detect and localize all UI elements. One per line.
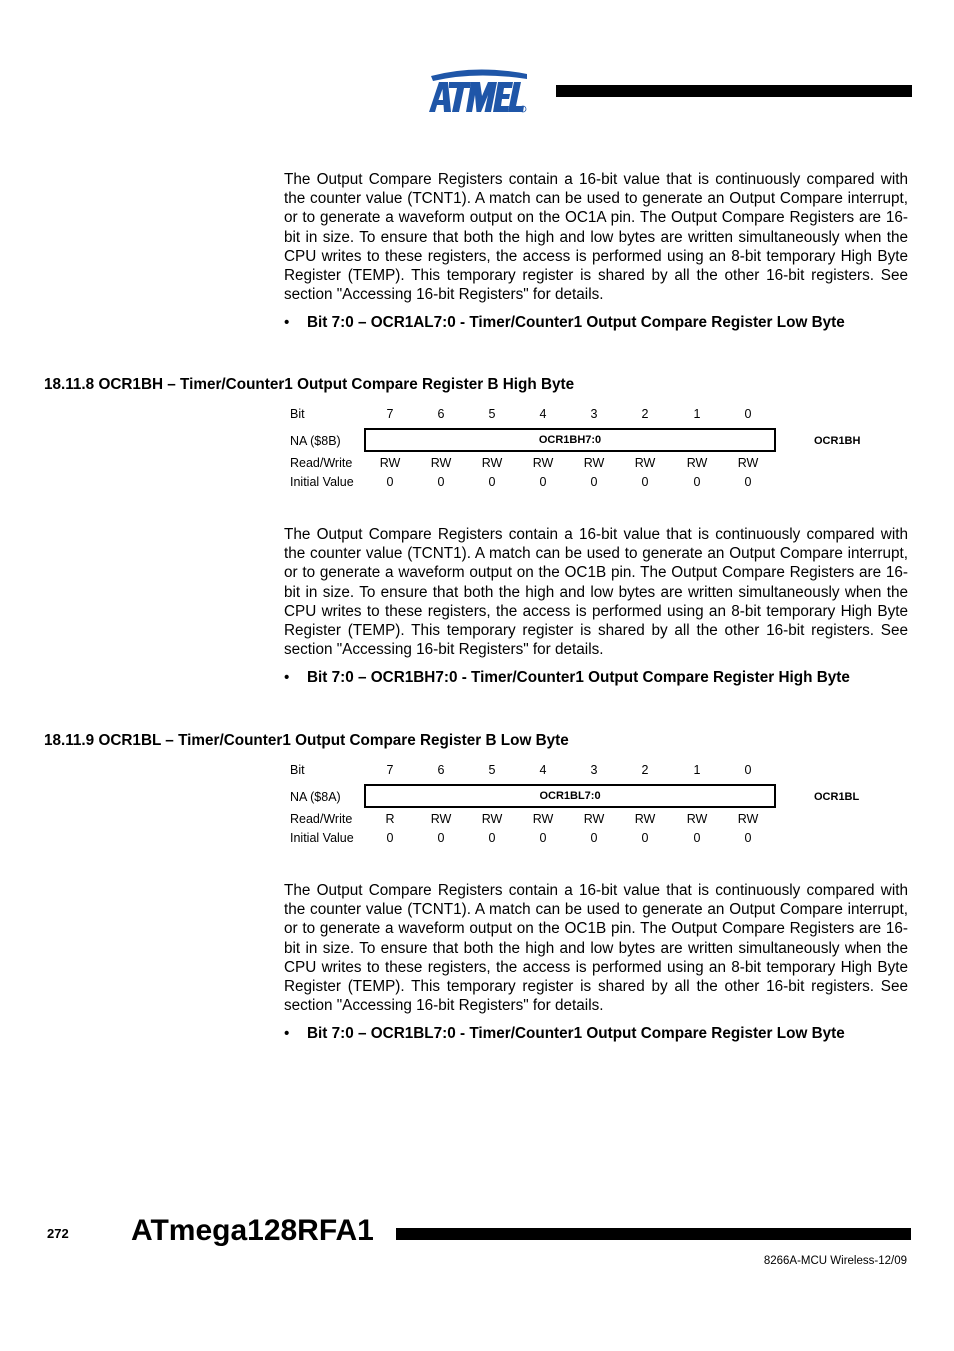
access-type: RW <box>634 812 656 826</box>
bit-row-label: Bit <box>290 407 305 421</box>
bit-description <box>284 669 850 687</box>
initial-value: 0 <box>539 831 547 845</box>
read-write-label: Read/Write <box>290 456 353 470</box>
bit-number: 5 <box>488 763 496 777</box>
section-heading: 18.11.9 OCR1BL – Timer/Counter1 Output Compare Register B Low Byte <box>44 732 569 749</box>
initial-value: 0 <box>437 831 445 845</box>
bullet-icon: • <box>284 314 290 331</box>
header-rule <box>556 85 912 97</box>
bit-description <box>284 1025 845 1043</box>
body-paragraph: The Output Compare Registers contain a 16-bit value that is continuously compared with the counter value (TCNT1). A match can be used to generate an Output Compare interrupt, or to generate a waveform output on the OC1B pin. The Output Compare Registers are 16-bit in size. To ensure that both the high and low bytes are written simultaneously when the CPU writes to these registers, the access is performed using an 8-bit temporary High Byte Register (TEMP). This temporary register is shared by all the other 16-bit registers. See section "Accessing 16-bit Registers" for details. <box>284 526 908 659</box>
bit-number: 7 <box>386 763 394 777</box>
register-address: NA ($8A) <box>290 790 341 804</box>
access-type: RW <box>379 456 401 470</box>
initial-value-label: Initial Value <box>290 475 354 489</box>
bit-number: 0 <box>744 763 752 777</box>
initial-value: 0 <box>744 831 752 845</box>
document-title: ATmega128RFA1 <box>131 1214 374 1247</box>
initial-value: 0 <box>488 475 496 489</box>
bit-number: 4 <box>539 407 547 421</box>
initial-value-label: Initial Value <box>290 831 354 845</box>
access-type: R <box>385 812 395 826</box>
access-type: RW <box>583 812 605 826</box>
bit-number: 2 <box>641 763 649 777</box>
access-type: RW <box>430 456 452 470</box>
initial-value: 0 <box>641 831 649 845</box>
bit-description-text: Bit 7:0 – OCR1AL7:0 - Timer/Counter1 Output Compare Register Low Byte <box>307 314 845 331</box>
bit-number: 1 <box>693 407 701 421</box>
access-type: RW <box>686 456 708 470</box>
initial-value: 0 <box>437 475 445 489</box>
page-number: 272 <box>47 1226 69 1241</box>
initial-value: 0 <box>539 475 547 489</box>
footer-rule <box>396 1228 911 1240</box>
atmel-logo <box>427 68 529 114</box>
register-address: NA ($8B) <box>290 434 341 448</box>
read-write-label: Read/Write <box>290 812 353 826</box>
initial-value: 0 <box>590 831 598 845</box>
register-table <box>0 763 954 853</box>
bullet-icon: • <box>284 669 290 686</box>
bit-row-label: Bit <box>290 763 305 777</box>
document-code: 8266A-MCU Wireless-12/09 <box>763 1255 907 1267</box>
register-name: OCR1BL <box>814 791 860 803</box>
bit-number: 2 <box>641 407 649 421</box>
initial-value: 0 <box>386 475 394 489</box>
initial-value: 0 <box>488 831 496 845</box>
bit-number: 7 <box>386 407 394 421</box>
register-field: OCR1BH7:0 <box>364 428 776 452</box>
access-type: RW <box>737 812 759 826</box>
section-heading: 18.11.8 OCR1BH – Timer/Counter1 Output Compare Register B High Byte <box>44 376 575 393</box>
body-paragraph: The Output Compare Registers contain a 16-bit value that is continuously compared with the counter value (TCNT1). A match can be used to generate an Output Compare interrupt, or to generate a waveform output on the OC1B pin. The Output Compare Registers are 16-bit in size. To ensure that both the high and low bytes are written simultaneously when the CPU writes to these registers, the access is performed using an 8-bit temporary High Byte Register (TEMP). This temporary register is shared by all the other 16-bit registers. See section "Accessing 16-bit Registers" for details. <box>284 882 908 1015</box>
access-type: RW <box>481 812 503 826</box>
bit-description-text: Bit 7:0 – OCR1BL7:0 - Timer/Counter1 Output Compare Register Low Byte <box>307 1025 845 1042</box>
initial-value: 0 <box>641 475 649 489</box>
initial-value: 0 <box>693 475 701 489</box>
body-paragraph: The Output Compare Registers contain a 16-bit value that is continuously compared with the counter value (TCNT1). A match can be used to generate an Output Compare interrupt, or to generate a waveform output on the OC1A pin. The Output Compare Registers are 16-bit in size. To ensure that both the high and low bytes are written simultaneously when the CPU writes to these registers, the access is performed using an 8-bit temporary High Byte Register (TEMP). This temporary register is shared by all the other 16-bit registers. See section "Accessing 16-bit Registers" for details. <box>284 171 908 304</box>
initial-value: 0 <box>590 475 598 489</box>
initial-value: 0 <box>744 475 752 489</box>
access-type: RW <box>583 456 605 470</box>
initial-value: 0 <box>386 831 394 845</box>
bit-number: 4 <box>539 763 547 777</box>
bit-number: 6 <box>437 407 445 421</box>
bit-description <box>284 314 845 332</box>
access-type: RW <box>737 456 759 470</box>
register-name: OCR1BH <box>814 435 861 447</box>
access-type: RW <box>686 812 708 826</box>
access-type: RW <box>430 812 452 826</box>
bit-number: 6 <box>437 763 445 777</box>
initial-value: 0 <box>693 831 701 845</box>
bit-number: 5 <box>488 407 496 421</box>
access-type: RW <box>532 456 554 470</box>
access-type: RW <box>481 456 503 470</box>
register-field: OCR1BL7:0 <box>364 784 776 808</box>
access-type: RW <box>634 456 656 470</box>
access-type: RW <box>532 812 554 826</box>
bit-number: 3 <box>590 407 598 421</box>
bit-description-text: Bit 7:0 – OCR1BH7:0 - Timer/Counter1 Output Compare Register High Byte <box>307 669 850 686</box>
register-table <box>0 407 954 497</box>
bullet-icon: • <box>284 1025 290 1042</box>
bit-number: 1 <box>693 763 701 777</box>
bit-number: 3 <box>590 763 598 777</box>
bit-number: 0 <box>744 407 752 421</box>
